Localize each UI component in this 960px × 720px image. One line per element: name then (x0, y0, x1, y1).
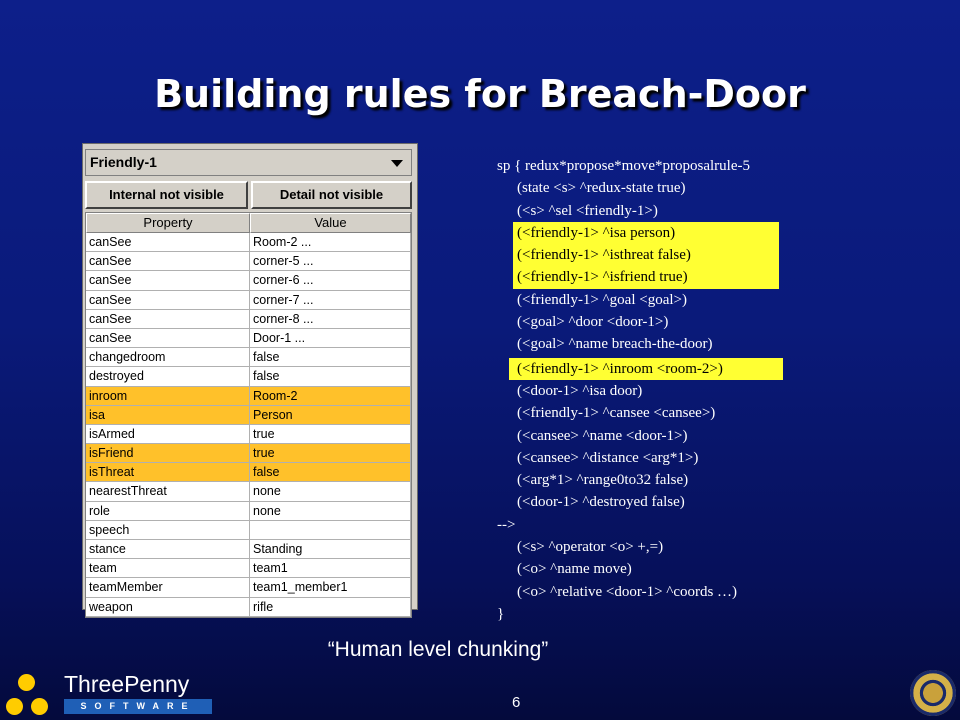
table-row[interactable] (86, 348, 411, 367)
code-line: (<friendly-1> ^cansee <cansee>) (517, 405, 716, 422)
code-line: (<s> ^operator <o> +,=) (517, 539, 664, 556)
value-cell: Standing (250, 540, 411, 559)
table-row[interactable] (86, 329, 411, 348)
table-row[interactable] (86, 540, 411, 559)
property-cell: canSee (86, 329, 250, 348)
value-cell: Door-1 ... (250, 329, 411, 348)
code-line: (<friendly-1> ^isfriend true) (513, 266, 779, 288)
table-row[interactable] (86, 598, 411, 617)
property-cell: nearestThreat (86, 482, 250, 501)
property-cell: role (86, 502, 250, 521)
internal-visibility-button[interactable]: Internal not visible (85, 181, 248, 209)
table-row[interactable] (86, 463, 411, 482)
value-cell: none (250, 482, 411, 501)
table-row[interactable] (86, 502, 411, 521)
value-cell: Room-2 (250, 387, 411, 406)
value-cell: rifle (250, 598, 411, 617)
property-cell: isa (86, 406, 250, 425)
logo-name: ThreePenny (64, 671, 190, 697)
property-cell: canSee (86, 291, 250, 310)
code-line: (<friendly-1> ^isa person) (513, 222, 779, 244)
chevron-down-icon[interactable] (391, 160, 403, 167)
value-cell: false (250, 348, 411, 367)
threepenny-logo (6, 672, 216, 718)
value-cell: Person (250, 406, 411, 425)
property-cell: isFriend (86, 444, 250, 463)
caption-quote: “Human level chunking” (327, 638, 549, 661)
property-cell: isThreat (86, 463, 250, 482)
university-seal-icon (910, 670, 956, 716)
property-cell: team (86, 559, 250, 578)
column-header-value[interactable]: Value (250, 213, 411, 233)
property-cell: canSee (86, 233, 250, 252)
table-row[interactable] (86, 291, 411, 310)
entity-select-value: Friendly-1 (90, 154, 157, 170)
value-cell: corner-7 ... (250, 291, 411, 310)
value-cell: none (250, 502, 411, 521)
table-header (86, 213, 411, 233)
logo-subtitle: SOFTWARE (64, 699, 212, 714)
code-line: (<door-1> ^destroyed false) (517, 494, 685, 511)
code-line: (<goal> ^door <door-1>) (517, 314, 669, 331)
logo-dot (31, 698, 48, 715)
property-cell: canSee (86, 271, 250, 290)
value-cell: false (250, 367, 411, 386)
table-row[interactable] (86, 252, 411, 271)
property-cell: speech (86, 521, 250, 540)
table-row[interactable] (86, 367, 411, 386)
value-cell: Room-2 ... (250, 233, 411, 252)
value-cell: team1 (250, 559, 411, 578)
code-line: (state <s> ^redux-state true) (517, 180, 686, 197)
code-line: (<cansee> ^distance <arg*1>) (517, 449, 699, 466)
property-cell: weapon (86, 598, 250, 617)
property-panel (82, 143, 418, 614)
property-cell: teamMember (86, 578, 250, 597)
property-cell: destroyed (86, 367, 250, 386)
code-line: sp { redux*propose*move*proposalrule-5 (497, 158, 750, 174)
property-cell: inroom (86, 387, 250, 406)
code-line: (<friendly-1> ^isthreat false) (513, 244, 779, 266)
page-number: 6 (512, 694, 521, 711)
code-line: } (497, 605, 505, 622)
code-line: --> (497, 516, 516, 533)
table-row[interactable] (86, 444, 411, 463)
property-cell: canSee (86, 252, 250, 271)
table-row[interactable] (86, 233, 411, 252)
table-row[interactable] (86, 521, 411, 540)
value-cell (250, 521, 411, 540)
value-cell: corner-8 ... (250, 310, 411, 329)
table-row[interactable] (86, 387, 411, 406)
table-row[interactable] (86, 310, 411, 329)
code-line: (<friendly-1> ^inroom <room-2>) (509, 358, 783, 380)
slide-title: Building rules for Breach-Door (154, 72, 806, 116)
column-header-property[interactable]: Property (86, 213, 250, 233)
logo-dot (6, 698, 23, 715)
code-line: (<friendly-1> ^goal <goal>) (517, 291, 687, 308)
table-row[interactable] (86, 406, 411, 425)
value-cell: true (250, 444, 411, 463)
table-row[interactable] (86, 578, 411, 597)
value-cell: corner-6 ... (250, 271, 411, 290)
property-cell: canSee (86, 310, 250, 329)
code-line: (<s> ^sel <friendly-1>) (517, 202, 658, 219)
value-cell: corner-5 ... (250, 252, 411, 271)
code-line: (<cansee> ^name <door-1>) (517, 427, 688, 444)
entity-select[interactable] (85, 149, 412, 176)
table-row[interactable] (86, 482, 411, 501)
code-line: (<o> ^relative <door-1> ^coords …) (517, 583, 738, 600)
property-table (85, 212, 412, 618)
property-cell: changedroom (86, 348, 250, 367)
value-cell: true (250, 425, 411, 444)
table-row[interactable] (86, 559, 411, 578)
table-row[interactable] (86, 425, 411, 444)
detail-visibility-button[interactable]: Detail not visible (251, 181, 412, 209)
code-line: (<o> ^name move) (517, 561, 632, 578)
value-cell: false (250, 463, 411, 482)
property-cell: isArmed (86, 425, 250, 444)
rule-code-listing (497, 155, 797, 625)
code-line: (<door-1> ^isa door) (517, 382, 643, 399)
value-cell: team1_member1 (250, 578, 411, 597)
code-line: (<goal> ^name breach-the-door) (517, 336, 713, 353)
property-cell: stance (86, 540, 250, 559)
table-row[interactable] (86, 271, 411, 290)
logo-dot (18, 674, 35, 691)
code-line: (<arg*1> ^range0to32 false) (517, 472, 689, 489)
